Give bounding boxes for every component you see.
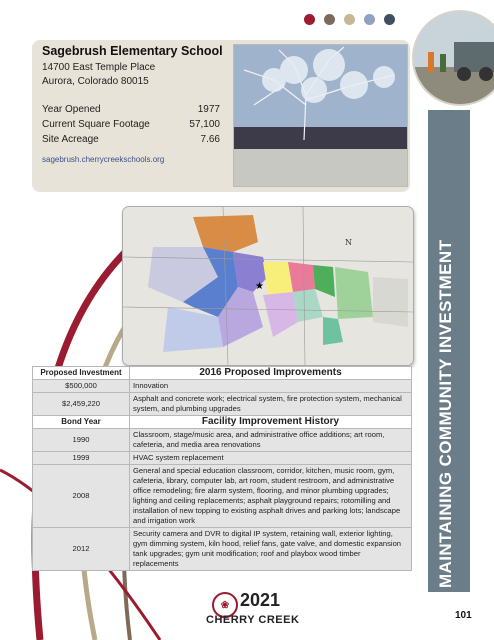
proposed-amount: $500,000: [33, 380, 130, 393]
table-row: [33, 528, 412, 571]
color-dot: [364, 14, 375, 25]
address-line-1: 14700 East Temple Place: [42, 62, 156, 73]
proposed-header-left: Proposed Investment: [33, 367, 130, 380]
logo-emblem-icon: ❀: [212, 592, 238, 618]
table-row: [33, 429, 412, 452]
stat-label: Site Acreage: [42, 134, 99, 145]
school-website-link[interactable]: sagebrush.cherrycreekschools.org: [42, 155, 165, 164]
proposed-amount: $2,459,220: [33, 393, 130, 416]
color-dot: [384, 14, 395, 25]
cherry-creek-logo: [198, 590, 308, 630]
bond-year: 1999: [33, 452, 130, 465]
stat-value: 7.66: [200, 134, 220, 145]
proposed-header-right: 2016 Proposed Improvements: [130, 367, 412, 380]
stat-label: Current Square Footage: [42, 119, 150, 130]
logo-year: 2021: [240, 590, 281, 610]
table-row: [33, 452, 412, 465]
address-line-2: Aurora, Colorado 80015: [42, 76, 149, 87]
stat-value: 57,100: [189, 119, 220, 130]
color-dots: [304, 14, 395, 25]
page-number: 101: [455, 610, 472, 621]
table-row: [33, 380, 412, 393]
history-description: Security camera and DVR to digital IP system, retaining wall, exterior lighting, gym dimming system, kiln hood, relief fans, gate valve, and domestic expansion tank upgrades; gym unit modification; roof and playbox wood timber replacements: [130, 528, 412, 571]
table-row: [33, 393, 412, 416]
history-header-right: Facility Improvement History: [130, 416, 412, 429]
attendance-area-map: [122, 206, 414, 366]
bond-year: 2008: [33, 465, 130, 528]
table-row: [33, 465, 412, 528]
school-photo: [233, 44, 408, 187]
school-name: Sagebrush Elementary School: [42, 44, 223, 58]
improvement-table: [32, 366, 412, 571]
color-dot: [344, 14, 355, 25]
history-header-left: Bond Year: [33, 416, 130, 429]
stat-label: Year Opened: [42, 104, 101, 115]
proposed-description: Innovation: [130, 380, 412, 393]
svg-text:★: ★: [255, 281, 264, 292]
logo-name: CHERRY CREEK: [206, 614, 300, 626]
proposed-description: Asphalt and concrete work; electrical system, fire protection system, mechanical system, and plumbing upgrades: [130, 393, 412, 416]
svg-text:N: N: [345, 238, 352, 247]
history-description: Classroom, stage/music area, and administrative office additions; art room, cafeteria, and media area renovations: [130, 429, 412, 452]
color-dot: [304, 14, 315, 25]
stat-value: 1977: [197, 104, 220, 115]
bond-year: 2012: [33, 528, 130, 571]
history-description: General and special education classroom, corridor, kitchen, music room, gym, cafeteria, library, computer lab, art room, student restroom, and administrative office remodeling; fire alarm system, flooring, and minor plumbing upgrades; lighting and ceiling replacements; asphalt playground repairs; rotomilling and installation of new topping to existing asphalt drives and parking lots; landscape and irrigation work: [130, 465, 412, 528]
bond-year: 1990: [33, 429, 130, 452]
side-title: MAINTAINING COMMUNITY INVESTMENT: [436, 239, 455, 588]
color-dot: [324, 14, 335, 25]
history-description: HVAC system replacement: [130, 452, 412, 465]
